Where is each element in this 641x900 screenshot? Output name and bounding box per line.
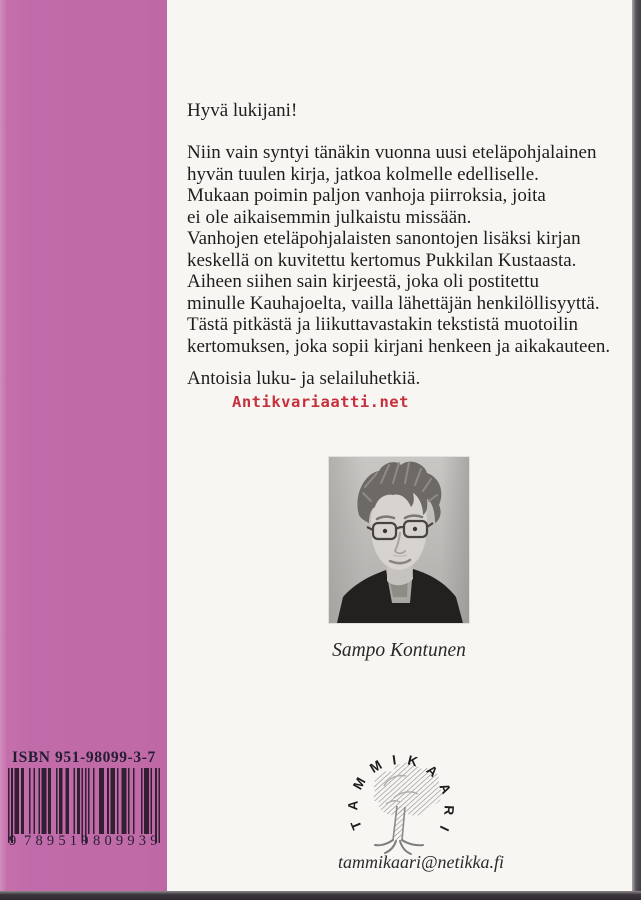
author-name-caption: Sampo Kontunen <box>332 640 466 661</box>
blurb-line: Niin vain syntyi tänäkin vuonna uusi eteläpohjalainen <box>187 142 597 163</box>
blurb-line: Mukaan poimin paljon vanhoja piirroksia, joita <box>187 185 546 206</box>
publisher-name-arc: TAMMIKAARI <box>345 752 457 834</box>
antikvariaatti-watermark: Antikvariaatti.net <box>232 393 409 411</box>
publisher-email: tammikaari@netikka.fi <box>337 852 505 872</box>
barcode-right-digits: 809939 <box>93 833 162 849</box>
barcode <box>8 768 160 843</box>
blurb-line: Tästä pitkästä ja liikuttavastakin tekstistä muotoilin <box>187 314 579 335</box>
blurb-line: minulle Kauhajoelta, vailla lähettäjän henkilöllisyyttä. <box>187 292 600 314</box>
closing-text: Antoisia luku- ja selailuhetkiä. <box>187 368 421 389</box>
greeting-text: Hyvä lukijani! <box>187 100 298 121</box>
blurb-line: Aiheen siihen sain kirjeestä, joka oli postitettu <box>187 271 539 292</box>
blurb-line: keskellä on kuvitettu kertomus Pukkilan Kustaasta. <box>187 249 577 271</box>
scan-edge-right <box>632 0 641 900</box>
barcode-lead-digit: 9 <box>9 833 17 849</box>
scan-edge-bottom <box>0 891 641 900</box>
blurb-line: Vanhojen eteläpohjalaisten sanontojen lisäksi kirjan <box>187 228 581 249</box>
blurb-line: hyvän tuulen kirja, jatkoa kolmelle edelliselle. <box>187 163 539 185</box>
blurb-line: ei ole aikaisemmin julkaistu missään. <box>187 206 472 228</box>
author-photo <box>329 457 469 623</box>
blurb-line: kertomuksen, joka sopii kirjani henkeen ja aikakauteen. <box>187 335 611 357</box>
tammikaari-logo <box>336 748 466 860</box>
barcode-digits <box>8 833 160 851</box>
blurb-paragraph <box>187 142 627 357</box>
barcode-left-digits: 789519 <box>24 833 93 849</box>
isbn-label: ISBN 951-98099-3-7 <box>12 749 156 766</box>
